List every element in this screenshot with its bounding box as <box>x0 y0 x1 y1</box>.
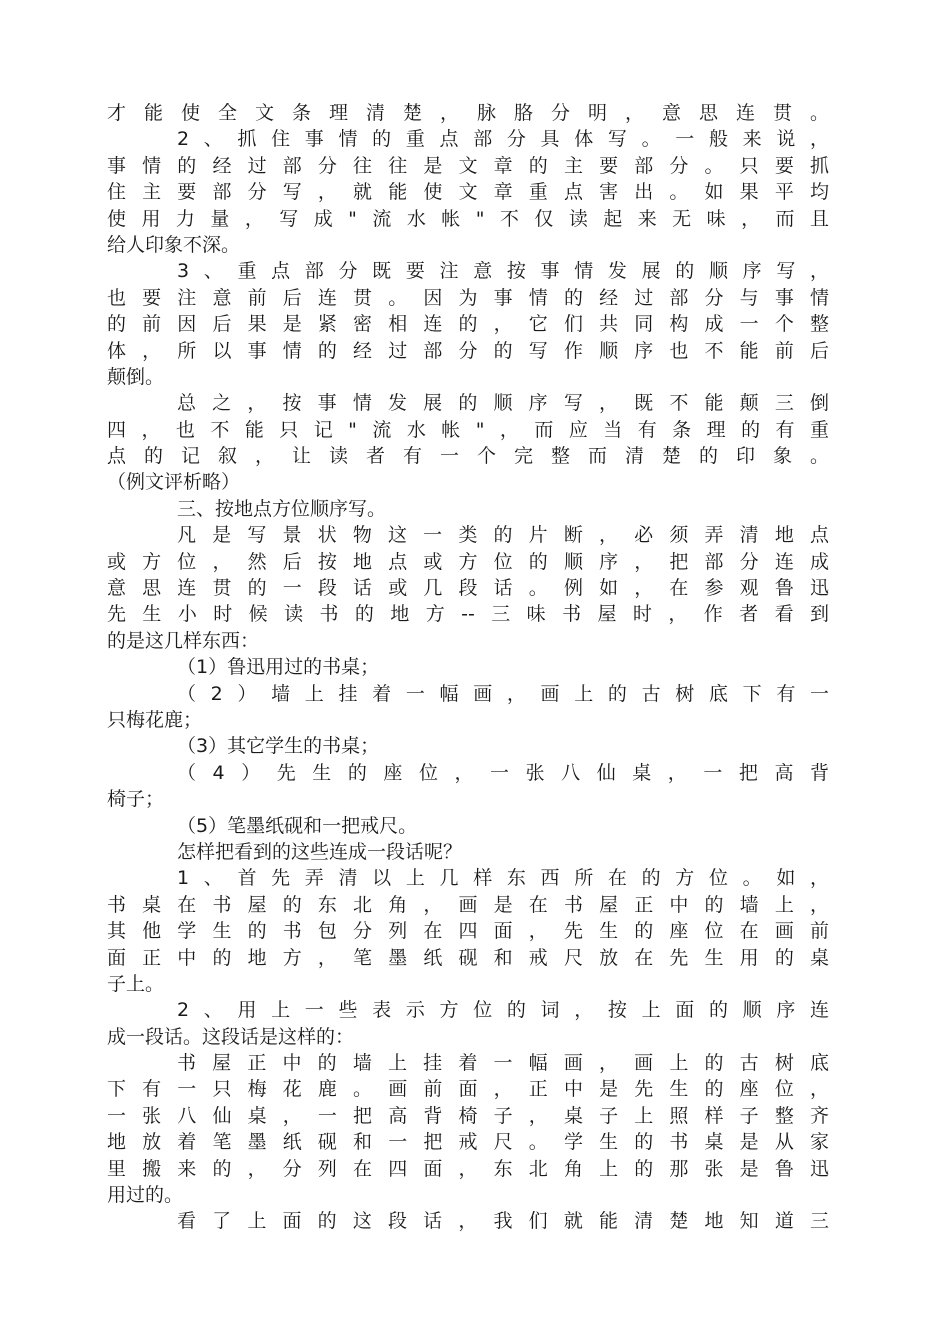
paragraph-first-line: （4）先生的座位，一张八仙桌，一把高背 <box>177 761 829 784</box>
paragraph-first-line: （3）其它学生的书桌； <box>177 735 380 758</box>
text-line: （例文评析略） <box>107 471 241 494</box>
paragraph-first-line: （1）鲁迅用过的书桌； <box>177 656 380 679</box>
text-line: 椅子； <box>107 788 165 811</box>
text-line: 的是这几样东西： <box>107 629 260 652</box>
text-line: 颠倒。 <box>107 365 165 388</box>
text-line: 成一段话。这段话是这样的： <box>107 1025 355 1048</box>
text-line: 书桌在书屋的东北角，画是在书屋正中的墙上， <box>107 893 829 916</box>
paragraph-first-line: 3、重点部分既要注意按事情发展的顺序写， <box>177 260 829 283</box>
text-line: 点的记叙，让读者有一个完整而清楚的印象。 <box>107 445 829 468</box>
paragraph-first-line: 2、用上一些表示方位的词，按上面的顺序连 <box>177 999 829 1022</box>
text-line: 子上。 <box>107 972 165 995</box>
paragraph-first-line: 书屋正中的墙上挂着一幅画，画上的古树底 <box>177 1052 829 1075</box>
text-line: 其他学生的书包分列在四面，先生的座位在画前 <box>107 920 829 943</box>
text-line: 给人印象不深。 <box>107 233 241 256</box>
paragraph-first-line: 看了上面的这段话，我们就能清楚地知道三 <box>177 1210 829 1233</box>
paragraph-first-line: 凡是写景状物这一类的片断，必须弄清地点 <box>177 524 829 547</box>
paragraph-first-line: 三、按地点方位顺序写。 <box>177 497 387 520</box>
text-line: 也要注意前后连贯。因为事情的经过部分与事情 <box>107 286 829 309</box>
paragraph-first-line: 1、首先弄清以上几样东西所在的方位。如， <box>177 867 829 890</box>
text-line: 地放着笔墨纸砚和一把戒尺。学生的书桌是从家 <box>107 1131 829 1154</box>
text-line: 先生小时候读书的地方--三味书屋时，作者看到 <box>107 603 829 626</box>
text-line: 意思连贯的一段话或几段话。例如，在参观鲁迅 <box>107 577 829 600</box>
paragraph-first-line: 怎样把看到的这些连成一段话呢？ <box>177 840 463 863</box>
text-line: 一张八仙桌，一把高背椅子，桌子上照样子整齐 <box>107 1104 829 1127</box>
paragraph-first-line: 总之，按事情发展的顺序写，既不能颠三倒 <box>177 392 829 415</box>
paragraph-first-line: 2、抓住事情的重点部分具体写。一般来说， <box>177 128 829 151</box>
text-line: 里搬来的，分列在四面，东北角上的那张是鲁迅 <box>107 1157 829 1180</box>
paragraph-first-line: （2）墙上挂着一幅画，画上的古树底下有一 <box>177 682 829 705</box>
text-line: 才能使全文条理清楚，脉胳分明，意思连贯。 <box>107 102 829 124</box>
body-text <box>107 100 829 1235</box>
text-line: 住主要部分写，就能使文章重点害出。如果平均 <box>107 181 829 204</box>
text-line: 体，所以事情的经过部分的写作顺序也不能前后 <box>107 339 829 362</box>
paragraph-first-line: （5）笔墨纸砚和一把戒尺。 <box>177 814 418 837</box>
text-line: 用过的。 <box>107 1184 184 1207</box>
text-line: 面正中的地方，笔墨纸砚和戒尺放在先生用的桌 <box>107 946 829 969</box>
text-line: 使用力量，写成"流水帐"不仅读起来无味，而且 <box>107 207 829 230</box>
text-line: 四，也不能只记"流水帐"，而应当有条理的有重 <box>107 418 829 441</box>
text-line: 或方位，然后按地点或方位的顺序，把部分连成 <box>107 550 829 573</box>
text-line: 的前因后果是紧密相连的，它们共同构成一个整 <box>107 313 829 336</box>
text-line: 事情的经过部分往往是文章的主要部分。只要抓 <box>107 154 829 177</box>
text-line: 下有一只梅花鹿。画前面，正中是先生的座位， <box>107 1078 829 1101</box>
text-line: 只梅花鹿； <box>107 708 203 731</box>
